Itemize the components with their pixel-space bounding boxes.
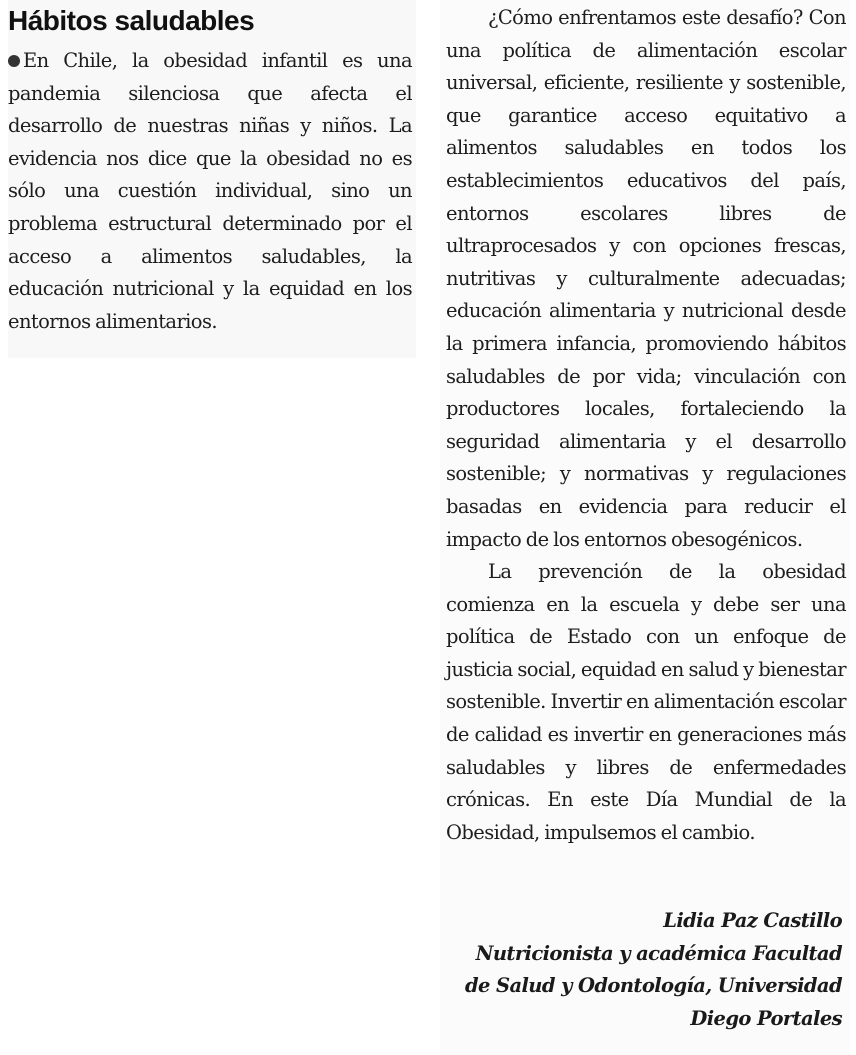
body-paragraph: La prevención de la obesidad comienza en la escuela y debe ser una política de Estado con un enfoque de justicia social, equidad en salud y bienestar sostenible. Invertir en alimentación escolar de calidad es invertir en generaciones más saludables y libres de enfermedades crónicas. En este Día Mundial de la Obesidad, impulsemos el cambio. [446,560,846,844]
author-role-line: Nutricionista y académica Facultad [475,941,842,965]
body-paragraph: ¿Cómo enfrentamos este desafío? Con una política de alimentación escolar universal, eficiente, resiliente y sostenible, que garantice acceso equitativo a alimentos saludables en todos los establecimientos educativos del país, entornos escolares libres de ultraprocesados y con opciones frescas, nutritivas y culturalmente adecuadas; educación alimentaria y nutricional desde la primera infancia, promoviendo hábitos saludables de por vida; vinculación con productores locales, fortaleciendo la seguridad alimentaria y el desarrollo sostenible; y normativas y regulaciones basadas en evidencia para reducir el impacto de los entornos obesogénicos. [446,6,846,551]
intro-paragraph [8,45,412,338]
author-signature [442,905,842,1035]
author-role-line: de Salud y Odontología, Universidad [464,974,842,998]
intro-text: En Chile, la obesidad infantil es una pandemia silenciosa que afecta el desarrollo de nuestras niñas y niños. La evidencia nos dice que la obesidad no es sólo una cuestión individual, sino un problema estructural determinado por el acceso a alimentos saludables, la educación nutricional y la equidad en los entornos alimentarios. [8,49,412,333]
author-role-line: Diego Portales [690,1006,842,1030]
right-column [440,0,850,1055]
left-column [8,0,416,358]
body-text [446,2,846,849]
bullet-dot-icon [8,55,20,67]
author-name: Lidia Paz Castillo [663,909,842,932]
article-title: Hábitos saludables [8,5,255,36]
